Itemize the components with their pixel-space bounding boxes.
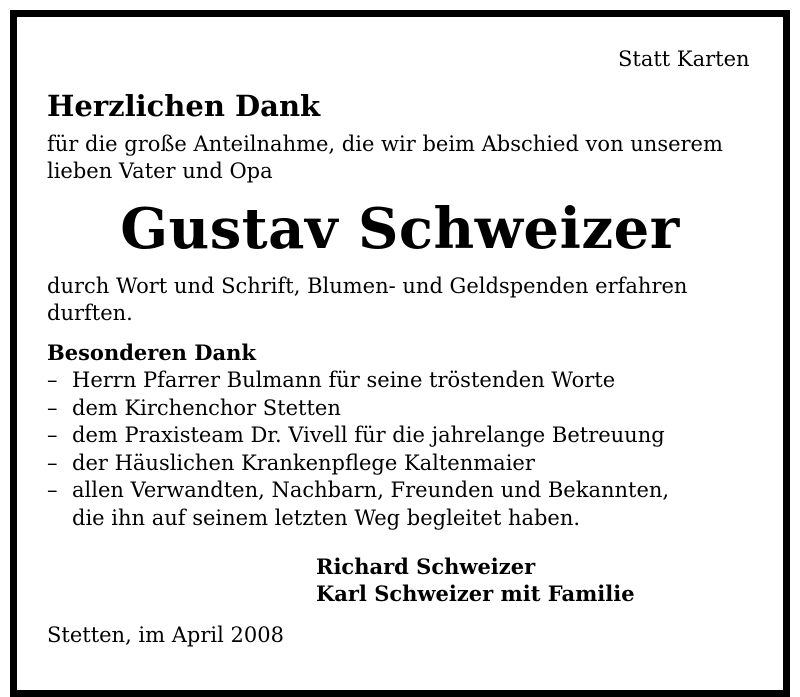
condolence-line: durch Wort und Schrift, Blumen- und Geldspenden erfahren [47, 274, 688, 298]
list-item: – allen Verwandten, Nachbarn, Freunden und Bekannten, die ihn auf seinem letzten Weg begleitet haben. [47, 478, 670, 530]
condolence-line: durften. [47, 301, 133, 325]
obituary-notice [10, 10, 790, 697]
intro-text [47, 131, 723, 185]
signatory-name: Karl Schweizer mit Familie [316, 581, 635, 606]
list-dash: – [47, 423, 58, 447]
condolence-text [47, 273, 687, 327]
list-item: – Herrn Pfarrer Bulmann für seine tröstenden Worte [47, 367, 669, 395]
intro-line: lieben Vater und Opa [47, 159, 273, 183]
list-item: – dem Praxisteam Dr. Vivell für die jahrelange Betreuung [47, 422, 669, 450]
place-date: Stetten, im April 2008 [47, 623, 284, 647]
list-dash: – [47, 450, 58, 475]
notice-title: Herzlichen Dank [47, 89, 321, 123]
list-item: – der Häuslichen Krankenpflege Kaltenmaier [47, 450, 669, 478]
special-thanks-heading: Besonderen Dank [47, 340, 256, 365]
intro-line: für die große Anteilnahme, die wir beim Abschied von unserem [47, 132, 723, 156]
special-thanks-list [47, 367, 669, 532]
deceased-name: Gustav Schweizer [120, 196, 680, 262]
list-item: – dem Kirchenchor Stetten [47, 395, 669, 423]
list-dash: – [47, 368, 58, 392]
statt-karten-note: Statt Karten [618, 47, 750, 71]
signatories [316, 553, 635, 607]
list-dash: – [47, 395, 58, 420]
list-dash: – [47, 478, 58, 502]
signatory-name: Richard Schweizer [316, 554, 536, 579]
